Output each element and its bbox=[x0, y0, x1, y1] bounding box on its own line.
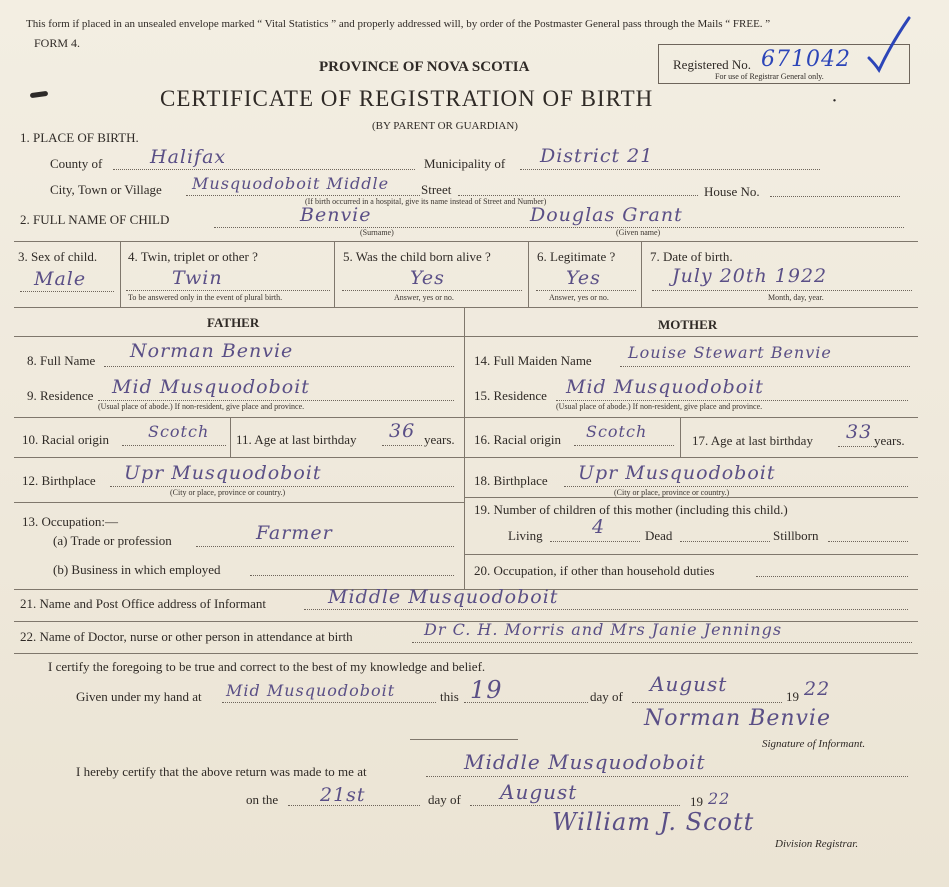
living-label: Living bbox=[508, 528, 543, 543]
county-line bbox=[113, 169, 415, 170]
doctor-value: Dr C. H. Morris and Mrs Janie Jennings bbox=[424, 620, 783, 639]
legitimate-value: Yes bbox=[566, 267, 601, 289]
stillborn-label: Stillborn bbox=[773, 528, 819, 543]
given-caption: (Given name) bbox=[616, 228, 661, 237]
registrar-signature: William J. Scott bbox=[552, 808, 755, 836]
reg-year-prefix: 19 bbox=[690, 794, 703, 809]
mother-name-value: Louise Stewart Benvie bbox=[628, 343, 832, 362]
registrar-use-note: For use of Registrar General only. bbox=[715, 72, 824, 81]
reg-month-value: August bbox=[500, 780, 578, 804]
father-age-value: 36 bbox=[389, 420, 416, 442]
hospital-note: (If birth occurred in a hospital, give its name instead of Street and Number) bbox=[305, 197, 547, 206]
father-trade-value: Farmer bbox=[256, 522, 333, 544]
on-the-label: on the bbox=[246, 792, 279, 807]
father-racial-value: Scotch bbox=[148, 422, 210, 441]
child-given-value: Douglas Grant bbox=[530, 204, 683, 226]
house-label: House No. bbox=[704, 184, 760, 199]
mail-notice: This form if placed in an unsealed envelope marked “ Vital Statistics ” and properly addressed will, by order of the Postmaster General pass through the Mails “ FREE. ” bbox=[26, 18, 771, 30]
father-business-label: (b) Business in which employed bbox=[53, 562, 221, 577]
legitimate-note: Answer, yes or no. bbox=[549, 293, 609, 302]
municipality-value: District 21 bbox=[540, 145, 654, 167]
mother-birthplace-label: 18. Birthplace bbox=[474, 473, 548, 488]
day-of-label: day of bbox=[590, 689, 623, 704]
place-of-birth-label: 1. PLACE OF BIRTH. bbox=[20, 130, 139, 145]
page-title: CERTIFICATE OF REGISTRATION OF BIRTH bbox=[160, 86, 654, 111]
form-number: FORM 4. bbox=[34, 36, 81, 50]
mother-name-label: 14. Full Maiden Name bbox=[474, 353, 592, 368]
city-line bbox=[186, 195, 420, 196]
ink-blot bbox=[30, 91, 49, 98]
father-trade-label: (a) Trade or profession bbox=[53, 533, 172, 548]
father-occupation-label: 13. Occupation:— bbox=[22, 514, 119, 529]
this-label: this bbox=[440, 689, 459, 704]
surname-caption: (Surname) bbox=[360, 228, 394, 237]
legitimate-label: 6. Legitimate ? bbox=[537, 249, 616, 264]
county-value: Halifax bbox=[150, 146, 227, 168]
dob-value: July 20th 1922 bbox=[672, 265, 828, 287]
mother-age-label: 17. Age at last birthday bbox=[692, 433, 813, 448]
street-label: Street bbox=[421, 182, 452, 197]
mother-racial-label: 16. Racial origin bbox=[474, 432, 562, 447]
father-heading: FATHER bbox=[207, 315, 260, 330]
registrar-caption: Division Registrar. bbox=[775, 838, 859, 850]
father-residence-value: Mid Musquodoboit bbox=[112, 376, 310, 398]
child-name-label: 2. FULL NAME OF CHILD bbox=[20, 212, 170, 227]
municipality-label: Municipality of bbox=[424, 156, 506, 171]
year-value: 22 bbox=[804, 678, 831, 700]
informant-signature-caption: Signature of Informant. bbox=[762, 738, 866, 750]
mother-occupation-label: 20. Occupation, if other than household duties bbox=[474, 563, 715, 578]
registrar-text: I hereby certify that the above return was made to me at bbox=[76, 764, 367, 779]
certify-text: I certify the foregoing to be true and correct to the best of my knowledge and belief. bbox=[48, 659, 486, 674]
twin-note: To be answered only in the event of plural birth. bbox=[128, 293, 283, 302]
city-value: Musquodoboit Middle bbox=[192, 174, 390, 193]
mother-birthplace-value: Upr Musquodoboit bbox=[578, 462, 776, 484]
given-place-value: Mid Musquodoboit bbox=[226, 681, 396, 700]
father-age-label: 11. Age at last birthday bbox=[236, 432, 357, 447]
reg-year-value: 22 bbox=[708, 789, 731, 808]
informant-signature: Norman Benvie bbox=[644, 706, 831, 731]
alive-value: Yes bbox=[410, 267, 445, 289]
reg-day-of-label: day of bbox=[428, 792, 461, 807]
mother-heading: MOTHER bbox=[658, 317, 718, 332]
page-subtitle: (BY PARENT OR GUARDIAN) bbox=[372, 120, 518, 132]
mother-age-value: 33 bbox=[846, 421, 873, 443]
doctor-label: 22. Name of Doctor, nurse or other person in attendance at birth bbox=[20, 629, 353, 644]
day-value: 19 bbox=[470, 676, 503, 704]
county-label: County of bbox=[50, 156, 103, 171]
dead-label: Dead bbox=[645, 528, 673, 543]
checkmark-icon bbox=[865, 14, 911, 74]
child-name-line bbox=[214, 227, 904, 228]
mother-birthplace-note: (City or place, province or country.) bbox=[614, 488, 730, 497]
alive-note: Answer, yes or no. bbox=[394, 293, 454, 302]
province-heading: PROVINCE OF NOVA SCOTIA bbox=[319, 59, 530, 75]
mother-residence-value: Mid Musquodoboit bbox=[566, 376, 764, 398]
child-surname-value: Benvie bbox=[300, 204, 372, 226]
registrar-place-value: Middle Musquodoboit bbox=[464, 750, 706, 774]
city-label: City, Town or Village bbox=[50, 182, 162, 197]
registered-label: Registered No. bbox=[673, 57, 751, 72]
registered-number: 671042 bbox=[761, 47, 851, 72]
father-birthplace-value: Upr Musquodoboit bbox=[124, 462, 322, 484]
alive-label: 5. Was the child born alive ? bbox=[343, 249, 491, 264]
street-line bbox=[458, 195, 698, 196]
mother-racial-value: Scotch bbox=[586, 422, 648, 441]
mother-residence-label: 15. Residence bbox=[474, 388, 547, 403]
father-birthplace-note: (City or place, province or country.) bbox=[170, 488, 286, 497]
ink-mark: · bbox=[832, 93, 838, 109]
twin-label: 4. Twin, triplet or other ? bbox=[128, 249, 258, 264]
father-birthplace-label: 12. Birthplace bbox=[22, 473, 96, 488]
twin-value: Twin bbox=[172, 267, 223, 289]
father-residence-label: 9. Residence bbox=[27, 388, 94, 403]
father-racial-label: 10. Racial origin bbox=[22, 432, 110, 447]
mother-residence-note: (Usual place of abode.) If non-resident, give place and province. bbox=[556, 402, 763, 411]
dob-note: Month, day, year. bbox=[768, 293, 824, 302]
father-residence-note: (Usual place of abode.) If non-resident, give place and province. bbox=[98, 402, 305, 411]
dob-label: 7. Date of birth. bbox=[650, 249, 733, 264]
father-name-label: 8. Full Name bbox=[27, 353, 96, 368]
sex-label: 3. Sex of child. bbox=[18, 249, 98, 264]
house-line bbox=[770, 196, 900, 197]
mother-years: years. bbox=[874, 433, 905, 448]
father-years: years. bbox=[424, 432, 455, 447]
year-prefix: 19 bbox=[786, 689, 799, 704]
reg-day-value: 21st bbox=[320, 784, 366, 806]
mother-children-label: 19. Number of children of this mother (including this child.) bbox=[474, 502, 788, 517]
municipality-line bbox=[520, 169, 820, 170]
father-name-value: Norman Benvie bbox=[130, 340, 294, 362]
given-under-label: Given under my hand at bbox=[76, 689, 202, 704]
informant-value: Middle Musquodoboit bbox=[328, 586, 559, 608]
month-value: August bbox=[650, 672, 728, 696]
living-value: 4 bbox=[592, 516, 606, 538]
sex-value: Male bbox=[34, 268, 87, 290]
informant-label: 21. Name and Post Office address of Informant bbox=[20, 596, 266, 611]
